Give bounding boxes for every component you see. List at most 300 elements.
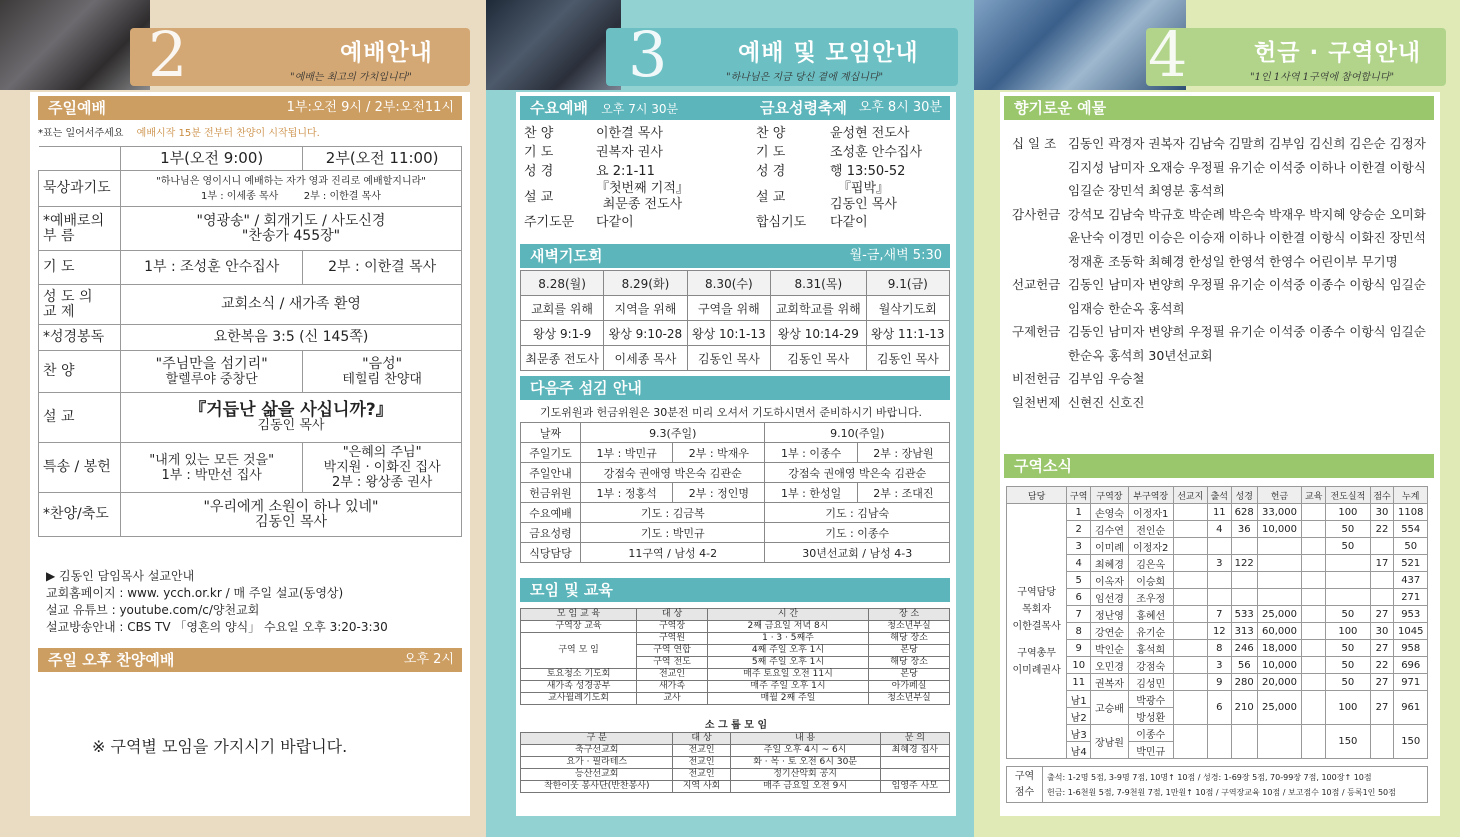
district-cell: 628 xyxy=(1231,504,1257,521)
offering-names: 강석모 김남숙 박규호 박순례 박은숙 박재우 박지혜 양승순 오미화 xyxy=(1068,206,1426,222)
offering-row xyxy=(1012,391,1426,415)
district-cell: 50 xyxy=(1326,640,1370,657)
group-cell: 화 · 목 · 토 오전 6시 30분 xyxy=(730,757,880,769)
district-cell xyxy=(1302,521,1326,538)
district-cell: 953 xyxy=(1394,606,1428,623)
group-cell: 전교인 xyxy=(673,757,730,769)
district-side-cell xyxy=(1007,504,1067,759)
standing-note xyxy=(38,124,320,139)
district-cell: 남2 xyxy=(1067,708,1091,725)
leader-cell: 최문종 전도사 xyxy=(521,346,604,371)
meet-cell: 해당 장소 xyxy=(869,657,950,669)
group-cell xyxy=(880,757,949,769)
district-cell: 김성민 xyxy=(1128,674,1173,691)
district-cell xyxy=(1257,725,1302,759)
row-label: 식당담당 xyxy=(521,543,581,563)
sermon-title: 『핍박』 xyxy=(837,181,890,196)
row-cell: 교회소식 / 새가족 환영 xyxy=(121,285,462,325)
legend-label xyxy=(1007,767,1043,803)
district-cell xyxy=(1302,555,1326,572)
district-cell xyxy=(1302,657,1326,674)
head-cell: 구역장 xyxy=(1091,487,1129,504)
district-cell: 696 xyxy=(1394,657,1428,674)
serve-cell: 1부 : 박민규 xyxy=(581,443,673,463)
group-cell: 착한이웃 봉사단(반찬봉사) xyxy=(521,781,673,793)
district-row xyxy=(1007,691,1428,708)
order-row xyxy=(524,162,744,181)
legend-line: 헌금: 1-6천원 5점, 7-9천원 7점, 1만원↑ 10점 / 구역장교육 10점 / 보고점수 10점 / 등록1인 50점 xyxy=(1047,787,1396,797)
district-cell: 27 xyxy=(1370,606,1394,623)
info-line: ▶ 김동인 담임목사 설교안내 xyxy=(46,569,195,583)
page-title: 헌금 · 구역안내 xyxy=(1254,40,1422,66)
district-cell xyxy=(1370,589,1394,606)
group-cell: 축구선교회 xyxy=(521,745,673,757)
district-cell: 27 xyxy=(1370,674,1394,691)
district-cell: 1 xyxy=(1067,504,1091,521)
head-cell: 대 상 xyxy=(673,733,730,745)
meet-cell: 구역장 xyxy=(637,621,708,633)
district-cell: 122 xyxy=(1231,555,1257,572)
worship-content xyxy=(30,92,470,816)
serve-table xyxy=(520,422,950,563)
district-cell: 3 xyxy=(1067,538,1091,555)
cell-line: 테힐림 찬양대 xyxy=(342,371,422,387)
cell-line: "은혜의 주님" xyxy=(342,445,422,460)
offering-names: 김동인 남미자 변양희 우정필 유기순 이석중 이종수 이항식 임길순 xyxy=(1068,277,1426,292)
district-legend xyxy=(1006,766,1428,803)
district-row xyxy=(1007,589,1428,606)
cell-line: 김동인 목사 xyxy=(254,513,328,530)
text-cell: 왕상 10:14-29 xyxy=(771,321,867,346)
district-cell: 50 xyxy=(1394,538,1428,555)
district-cell xyxy=(1173,691,1207,725)
row-label: 찬 양 xyxy=(39,351,121,393)
district-cell: 246 xyxy=(1231,640,1257,657)
district-cell xyxy=(1326,589,1370,606)
district-cell xyxy=(1207,538,1231,555)
group-cell: 주일 오후 4시 ~ 6시 xyxy=(730,745,880,757)
district-cell xyxy=(1173,725,1207,759)
band-times: 1부:오전 9시 / 2부:오전11시 xyxy=(286,100,454,115)
district-cell xyxy=(1302,606,1326,623)
district-cell: 6 xyxy=(1207,691,1231,725)
row-cell xyxy=(303,443,462,493)
offering-names: 윤난숙 이경민 이승은 이승재 이하나 이한결 이항식 이화진 장민석 xyxy=(1068,230,1426,245)
offering-names: 신현진 신호진 xyxy=(1068,394,1145,410)
head-cell: 성경 xyxy=(1231,487,1257,504)
meet-cell: 5째 주일 오후 1시 xyxy=(707,657,868,669)
district-row xyxy=(1007,725,1428,742)
district-cell: 22 xyxy=(1370,521,1394,538)
district-cell xyxy=(1231,725,1257,759)
district-cell: 22 xyxy=(1370,657,1394,674)
district-cell: 9 xyxy=(1067,640,1091,657)
small-group-title: 소 그 룹 모 임 xyxy=(704,720,768,731)
district-cell xyxy=(1257,572,1302,589)
order-value: 다같이 xyxy=(830,215,868,230)
order-row xyxy=(756,143,956,162)
text-cell: 왕상 10:1-13 xyxy=(687,321,770,346)
district-cell: 10,000 xyxy=(1257,521,1302,538)
page-subtitle: "하나님은 지금 당신 곁에 계십니다" xyxy=(726,72,884,83)
info-line: 설교방송안내 : CBS TV 「영혼의 양식」 수요일 오후 3:20-3:30 xyxy=(46,620,388,634)
district-cell: 50 xyxy=(1326,521,1370,538)
offering-row xyxy=(1012,367,1426,391)
district-cell: 임선경 xyxy=(1091,589,1129,606)
band-time: 월-금,새벽 5:30 xyxy=(849,248,942,263)
district-table xyxy=(1006,486,1428,759)
district-cell: 100 xyxy=(1326,623,1370,640)
preacher: 최문종 전도사 xyxy=(602,197,683,212)
row-label: 설 교 xyxy=(39,393,121,443)
group-cell: 정기산악회 공지 xyxy=(730,769,880,781)
serve-cell: 2부 : 조대진 xyxy=(857,483,949,503)
row-label: *찬양/축도 xyxy=(39,493,121,537)
meet-cell: 아가페실 xyxy=(869,681,950,693)
district-cell xyxy=(1207,572,1231,589)
district-cell: 958 xyxy=(1394,640,1428,657)
meet-cell: 본당 xyxy=(869,669,950,681)
offering-type: 십 일 조 xyxy=(1012,136,1057,151)
order-row xyxy=(756,124,956,143)
offering-row xyxy=(1012,179,1426,203)
district-cell: 남4 xyxy=(1067,742,1091,759)
dawn-prayer-band xyxy=(520,244,950,268)
district-cell: 961 xyxy=(1394,691,1428,725)
district-cell: 271 xyxy=(1394,589,1428,606)
sermon-title: 『거듭난 삶을 사십니까?』 xyxy=(189,399,393,420)
cell-line: "우리에게 소원이 하나 있네" xyxy=(203,498,379,515)
band-time: 오후 2시 xyxy=(403,652,454,667)
district-cell xyxy=(1257,589,1302,606)
district-cell xyxy=(1173,606,1207,623)
district-cell: 강점숙 xyxy=(1128,657,1173,674)
offering-type: 선교헌금 xyxy=(1012,277,1061,292)
district-cell: 조우정 xyxy=(1128,589,1173,606)
district-cell: 김은옥 xyxy=(1128,555,1173,572)
district-cell xyxy=(1173,589,1207,606)
head-cell: 문 의 xyxy=(880,733,949,745)
label-line: *예배로의 xyxy=(43,212,105,229)
cell-line: "찬송가 455장" xyxy=(241,227,341,244)
district-cell xyxy=(1302,589,1326,606)
district-cell xyxy=(1302,640,1326,657)
district-cell: 25,000 xyxy=(1257,606,1302,623)
district-cell: 313 xyxy=(1231,623,1257,640)
serve-cell: 강점숙 권애영 박은숙 김관순 xyxy=(765,463,950,483)
district-cell xyxy=(1173,674,1207,691)
serve-cell: 1부 : 이종수 xyxy=(765,443,857,463)
meet-cell: 매월 2째 주일 xyxy=(707,693,868,705)
meetings-table xyxy=(520,608,950,705)
order-label: 기 도 xyxy=(756,145,786,160)
district-cell: 박인순 xyxy=(1091,640,1129,657)
meetings-content xyxy=(516,92,956,816)
district-cell: 고승배 xyxy=(1091,691,1129,725)
district-row xyxy=(1007,606,1428,623)
topic-cell: 월삭기도회 xyxy=(866,296,949,321)
head-cell: 출석 xyxy=(1207,487,1231,504)
side-line: 목회자 xyxy=(1022,603,1052,615)
order-row xyxy=(756,213,956,232)
district-cell: 280 xyxy=(1231,674,1257,691)
district-cell xyxy=(1231,538,1257,555)
district-cell: 2 xyxy=(1067,521,1091,538)
order-value: 이한결 목사 xyxy=(596,126,663,141)
afternoon-worship-band xyxy=(38,648,462,672)
district-cell: 권복자 xyxy=(1091,674,1129,691)
panel-offering-district xyxy=(974,0,1460,837)
district-cell: 50 xyxy=(1326,657,1370,674)
district-cell xyxy=(1302,725,1326,759)
district-cell: 이정자2 xyxy=(1128,538,1173,555)
district-cell xyxy=(1302,572,1326,589)
district-cell: 8 xyxy=(1207,640,1231,657)
district-cell: 33,000 xyxy=(1257,504,1302,521)
district-cell: 남1 xyxy=(1067,691,1091,708)
district-cell: 17 xyxy=(1370,555,1394,572)
serve-cell: 기도 : 이종수 xyxy=(765,523,950,543)
label-line: 부 름 xyxy=(43,227,75,244)
offering-content xyxy=(1000,92,1440,816)
order-label: 설 교 xyxy=(524,189,554,205)
topic-cell: 지역을 위해 xyxy=(604,296,687,321)
district-cell: 박광수 xyxy=(1128,691,1173,708)
serve-cell: 기도 : 김금복 xyxy=(581,503,765,523)
side-line xyxy=(1008,635,1065,645)
leader-cell: 김동인 목사 xyxy=(687,346,770,371)
meet-cell: 해당 장소 xyxy=(869,633,950,645)
district-cell: 27 xyxy=(1370,691,1394,725)
meet-cell: 구역원 xyxy=(637,633,708,645)
wed-title: 수요예배 xyxy=(530,99,588,117)
order-value: 행 13:50-52 xyxy=(830,164,906,179)
corner-cell xyxy=(39,147,121,171)
district-cell: 강연순 xyxy=(1091,623,1129,640)
page-title: 예배 및 모임안내 xyxy=(738,40,919,66)
group-cell: 전교인 xyxy=(673,745,730,757)
order-value: 권복자 권사 xyxy=(596,145,663,160)
district-cell xyxy=(1173,504,1207,521)
band-title: 새벽기도회 xyxy=(530,247,603,265)
wednesday-friday-band xyxy=(520,96,950,120)
serve-cell: 11구역 / 남성 4-2 xyxy=(581,543,765,563)
legend-line: 출석: 1-2명 5점, 3-9명 7점, 10명↑ 10점 / 성경: 1-69장 5점, 70-99장 7점, 100장↑ 10점 xyxy=(1047,772,1372,782)
scripture-quote: "하나님은 영이시니 예배하는 자가 영과 진리로 예배할지니라" xyxy=(156,175,426,187)
district-cell: 36 xyxy=(1231,521,1257,538)
district-cell: 7 xyxy=(1207,606,1231,623)
district-cell xyxy=(1370,572,1394,589)
head-second: 2부(오전 11:00) xyxy=(303,147,462,171)
meet-cell: 교사월례기도회 xyxy=(521,693,637,705)
panel-meetings-guide xyxy=(486,0,974,837)
page-number: 4 xyxy=(1148,18,1188,91)
district-cell: 100 xyxy=(1326,691,1370,725)
offering-row xyxy=(1012,132,1426,156)
order-row xyxy=(524,124,744,143)
district-cell xyxy=(1302,623,1326,640)
district-cell: 27 xyxy=(1370,640,1394,657)
order-value xyxy=(830,181,897,213)
row-label xyxy=(39,285,121,325)
leader-b: 2부 : 이한결 목사 xyxy=(303,190,381,202)
offering-type: 비전헌금 xyxy=(1012,371,1061,386)
district-cell: 30 xyxy=(1370,504,1394,521)
date-cell: 8.29(화) xyxy=(604,271,687,296)
offering-list xyxy=(1012,132,1426,414)
row-cell: 요한복음 3:5 (신 145쪽) xyxy=(121,325,462,351)
district-row xyxy=(1007,623,1428,640)
group-cell: 최혜경 집사 xyxy=(880,745,949,757)
order-value: 요 2:1-11 xyxy=(596,164,655,179)
district-row xyxy=(1007,504,1428,521)
district-cell: 11 xyxy=(1067,674,1091,691)
meet-cell: 구역 전도 xyxy=(637,657,708,669)
row-cell xyxy=(121,207,462,251)
note-accent: 예배시작 15분 전부터 찬양이 시작됩니다. xyxy=(136,128,320,139)
district-cell: 12 xyxy=(1207,623,1231,640)
district-cell xyxy=(1231,589,1257,606)
row-cell xyxy=(121,393,462,443)
district-row xyxy=(1007,572,1428,589)
leader-cell: 김동인 목사 xyxy=(866,346,949,371)
head-cell: 날짜 xyxy=(521,423,581,443)
order-label: 설 교 xyxy=(756,189,786,205)
district-cell: 이종수 xyxy=(1128,725,1173,742)
offering-names: 임길순 장민석 최영분 홍석희 xyxy=(1068,183,1225,198)
meet-cell: 4째 주일 오후 1시 xyxy=(707,645,868,657)
order-value: 다같이 xyxy=(596,215,634,230)
district-cell: 방성환 xyxy=(1128,708,1173,725)
cell-line: "영광송" / 회개기도 / 사도신경 xyxy=(196,212,386,229)
district-cell: 50 xyxy=(1326,538,1370,555)
head-cell: 대 상 xyxy=(637,609,708,621)
offering-type: 감사헌금 xyxy=(1012,206,1061,222)
district-cell: 100 xyxy=(1326,504,1370,521)
district-cell: 150 xyxy=(1394,725,1428,759)
row-label: 금요성령 xyxy=(521,523,581,543)
sunday-worship-band xyxy=(38,96,462,120)
district-cell xyxy=(1173,572,1207,589)
offering-row xyxy=(1012,250,1426,274)
group-cell: 매주 금요일 오전 9시 xyxy=(730,781,880,793)
side-line: 구역총무 xyxy=(1017,647,1056,659)
district-cell: 5 xyxy=(1067,572,1091,589)
band-title: 향기로운 예물 xyxy=(1014,99,1107,117)
meet-cell: 청소년부실 xyxy=(869,621,950,633)
row-label: 헌금위원 xyxy=(521,483,581,503)
sermon-title: 『첫번째 기적』 xyxy=(596,181,689,196)
order-value: 조성훈 안수집사 xyxy=(830,145,923,160)
row-label xyxy=(39,207,121,251)
district-cell xyxy=(1173,555,1207,572)
serve-cell: 기도 : 박민규 xyxy=(581,523,765,543)
serve-cell: 30년선교회 / 남성 4-3 xyxy=(765,543,950,563)
offering-row xyxy=(1012,297,1426,321)
head-cell: 누계 xyxy=(1394,487,1428,504)
district-cell: 4 xyxy=(1067,555,1091,572)
head-first: 1부(오전 9:00) xyxy=(121,147,303,171)
meet-cell: 전교인 xyxy=(637,669,708,681)
offering-band xyxy=(1004,96,1434,120)
cell-line: 1부 : 박만선 집사 xyxy=(161,467,262,483)
district-cell: 210 xyxy=(1231,691,1257,725)
serve-cell: 기도 : 김남숙 xyxy=(765,503,950,523)
page-subtitle: "예배는 최고의 가치입니다" xyxy=(290,72,412,83)
head-cell: 부구역장 xyxy=(1128,487,1173,504)
district-cell: 554 xyxy=(1394,521,1428,538)
district-cell: 150 xyxy=(1326,725,1370,759)
text-cell: 왕상 9:1-9 xyxy=(521,321,604,346)
cell-line: "내게 있는 모든 것을" xyxy=(149,452,275,468)
head-cell: 담당 xyxy=(1007,487,1067,504)
label-line: 교 제 xyxy=(43,303,75,320)
district-cell: 8 xyxy=(1067,623,1091,640)
group-cell xyxy=(880,769,949,781)
offering-names: 김지성 남미자 오재승 우정필 유기순 이석중 이하나 이한결 이항식 xyxy=(1068,159,1426,175)
head-cell: 시 간 xyxy=(707,609,868,621)
row-cell xyxy=(121,351,303,393)
district-cell xyxy=(1173,640,1207,657)
district-cell: 1045 xyxy=(1394,623,1428,640)
dawn-prayer-table xyxy=(520,270,950,371)
district-cell: 533 xyxy=(1231,606,1257,623)
label-line: 성 도 의 xyxy=(43,288,93,305)
serve-cell: 1부 : 한성일 xyxy=(765,483,857,503)
cell-line: "음성" xyxy=(362,355,403,372)
district-cell: 박민규 xyxy=(1128,742,1173,759)
preacher: 김동인 목사 xyxy=(257,417,325,433)
district-cell: 11 xyxy=(1207,504,1231,521)
district-cell: 9 xyxy=(1207,674,1231,691)
district-cell: 1108 xyxy=(1394,504,1428,521)
leader-cell: 김동인 목사 xyxy=(771,346,867,371)
cell-line: 박지원 · 이화진 집사 xyxy=(323,460,441,475)
district-cell xyxy=(1326,555,1370,572)
head-cell: 전도실적 xyxy=(1326,487,1370,504)
date-cell: 8.31(목) xyxy=(771,271,867,296)
meetings-education-band xyxy=(520,578,950,602)
district-cell: 30 xyxy=(1370,623,1394,640)
page-number: 3 xyxy=(628,18,668,91)
date-cell: 8.28(월) xyxy=(521,271,604,296)
district-cell: 홍석희 xyxy=(1128,640,1173,657)
meet-cell: 구역 연합 xyxy=(637,645,708,657)
prayer-leaders xyxy=(123,189,459,204)
order-value xyxy=(596,181,689,213)
serve-note: 기도위원과 헌금위원은 30분전 미리 오셔서 기도하시면서 준비하시기 바랍니다. xyxy=(540,406,922,419)
text-cell: 왕상 11:1-13 xyxy=(866,321,949,346)
offering-row xyxy=(1012,344,1426,368)
row-label: *성경봉독 xyxy=(39,325,121,351)
date-cell: 9.1(금) xyxy=(866,271,949,296)
side-line: 구역담당 xyxy=(1017,586,1056,598)
fri-title: 금요성령축제 xyxy=(760,99,847,117)
meet-cell: 1 · 3 · 5째주 xyxy=(707,633,868,645)
order-label: 성 경 xyxy=(756,164,786,179)
head-cell: 점수 xyxy=(1370,487,1394,504)
cell-line: 할렐루야 중창단 xyxy=(165,371,258,387)
meet-cell: 토요청소 기도회 xyxy=(521,669,637,681)
head-cell: 헌금 xyxy=(1257,487,1302,504)
district-cell: 홍혜선 xyxy=(1128,606,1173,623)
district-cell: 최혜경 xyxy=(1091,555,1129,572)
district-cell: 장남원 xyxy=(1091,725,1129,759)
row-cell xyxy=(121,493,462,537)
district-meeting-note: ※ 구역별 모임을 가지시기 바랍니다. xyxy=(92,737,348,756)
order-row xyxy=(756,162,956,181)
offering-names: 한순옥 홍석희 30년선교회 xyxy=(1068,347,1213,363)
